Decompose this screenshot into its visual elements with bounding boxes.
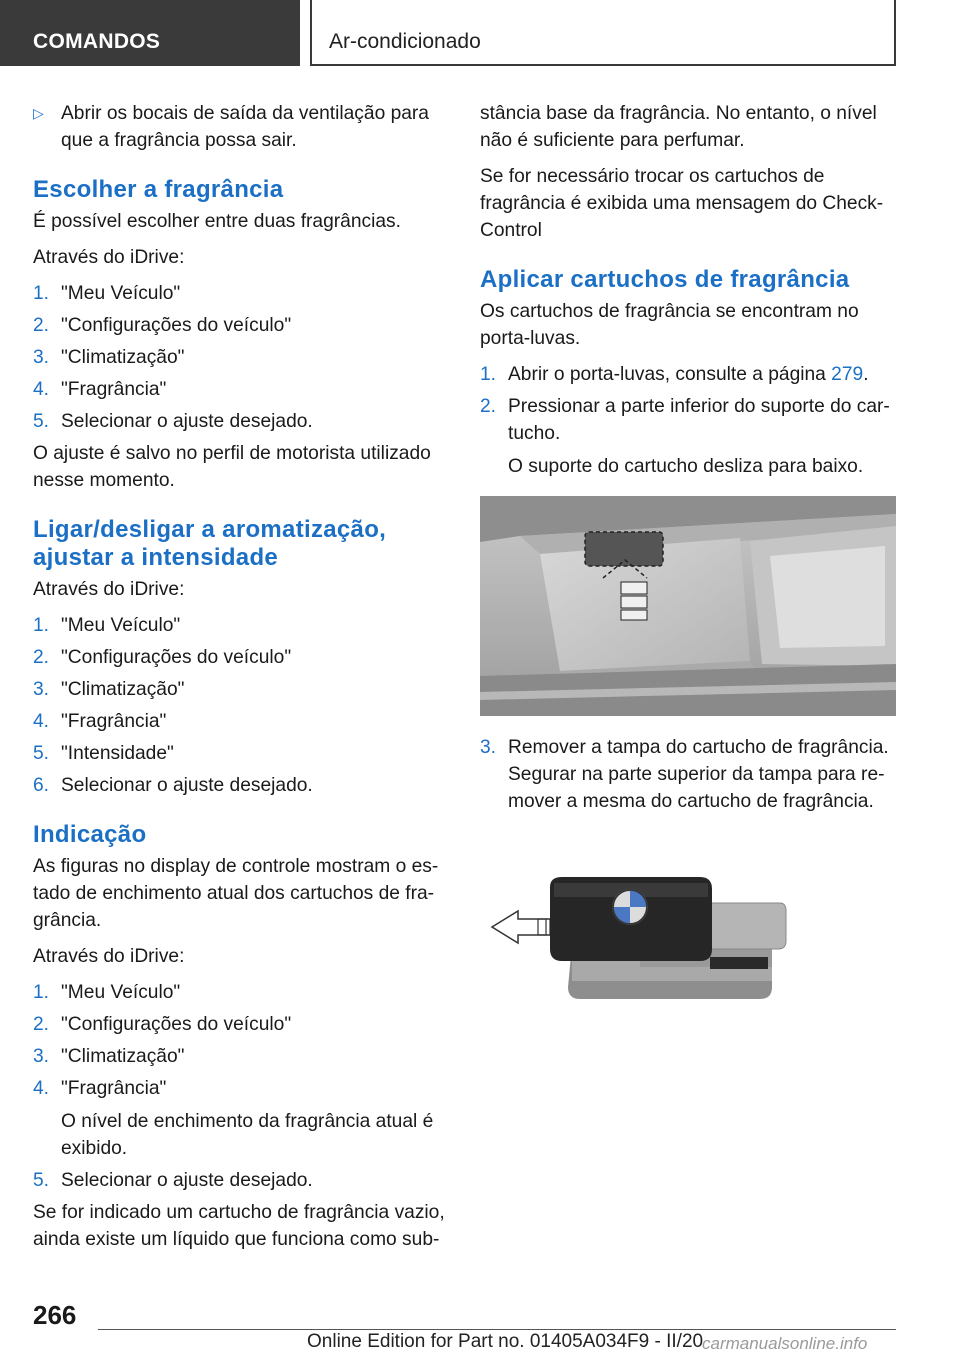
paragraph: Se for necessário trocar os cartuchos de fragrância é exibida uma mensagem do Check-Control xyxy=(480,166,884,241)
paragraph: stância base da fragrância. No entanto, o nível não é suficiente para perfumar. xyxy=(480,103,877,151)
cartridge-image xyxy=(480,849,896,1039)
step-number: 2. xyxy=(33,647,50,668)
step-number: 3. xyxy=(33,1046,50,1067)
paragraph: Através do iDrive: xyxy=(33,579,185,600)
section-title: COMANDOS xyxy=(33,30,161,53)
step-item xyxy=(33,740,445,767)
step-text: Remover a tampa do cartucho de fragrância. Segurar na parte superior da tampa para remover a mesma do cartucho de fragrância. xyxy=(508,737,889,812)
step-item xyxy=(33,376,445,403)
step-number: 3. xyxy=(480,737,497,758)
step-list-intensity xyxy=(33,612,445,799)
watermark-text: carmanualsonline.info xyxy=(702,1334,868,1353)
paragraph: O ajuste é salvo no perfil de motorista utilizado nesse momento. xyxy=(33,443,431,491)
step-item xyxy=(480,734,896,815)
step-number: 1. xyxy=(33,283,50,304)
step-text: Abrir o porta-luvas, consulte a página xyxy=(508,364,832,385)
step-item xyxy=(33,644,445,671)
step-number: 5. xyxy=(33,743,50,764)
step-item xyxy=(33,612,445,639)
glovebox-image xyxy=(480,496,896,716)
step-text-end: . xyxy=(863,364,869,385)
step-text: "Intensidade" xyxy=(61,743,174,764)
page-link[interactable]: 279 xyxy=(831,364,864,385)
step-number: 3. xyxy=(33,347,50,368)
section-tab xyxy=(0,0,300,66)
step-item xyxy=(33,979,445,1006)
step-list-indication xyxy=(33,979,445,1194)
step-item xyxy=(33,408,445,435)
step-number: 2. xyxy=(33,315,50,336)
step-text: "Fragrância" xyxy=(61,379,167,400)
step-number: 5. xyxy=(33,411,50,432)
step-item xyxy=(33,344,445,371)
step-text: "Configurações do veículo" xyxy=(61,315,292,336)
step-item xyxy=(33,708,445,735)
step-text: Selecionar o ajuste desejado. xyxy=(61,775,313,796)
step-text: "Configurações do veículo" xyxy=(61,1014,292,1035)
paragraph: As figuras no display de controle mostram o estado de enchimento atual dos cartuchos de fragrância. xyxy=(33,856,439,931)
intro-bullet xyxy=(33,100,445,154)
step-subtext: O nível de enchimento da fragrância atual é exibido. xyxy=(61,1111,434,1159)
paragraph: É possível escolher entre duas fragrâncias. xyxy=(33,211,401,232)
step-item xyxy=(33,1075,445,1162)
step-number: 4. xyxy=(33,1078,50,1099)
step-number: 1. xyxy=(33,615,50,636)
step-item xyxy=(33,280,445,307)
step-item xyxy=(480,361,896,388)
step-text: "Climatização" xyxy=(61,679,185,700)
step-item xyxy=(33,1011,445,1038)
heading-indication: Indicação xyxy=(33,821,147,848)
step-subtext: O suporte do cartucho desliza para baixo. xyxy=(508,456,864,477)
paragraph: Através do iDrive: xyxy=(33,247,185,268)
step-text: Selecionar o ajuste desejado. xyxy=(61,1170,313,1191)
step-number: 3. xyxy=(33,679,50,700)
paragraph: Os cartuchos de fragrância se encontram no porta-luvas. xyxy=(480,301,859,349)
step-text: "Climatização" xyxy=(61,347,185,368)
step-item xyxy=(33,1043,445,1070)
chapter-tab xyxy=(310,0,896,66)
step-item xyxy=(33,1167,445,1194)
step-number: 2. xyxy=(480,396,497,417)
cartridge-illustration xyxy=(480,849,896,1039)
paragraph: Se for indicado um cartucho de fragrância vazio, ainda existe um líquido que funciona como sub- xyxy=(33,1202,445,1250)
footer-divider xyxy=(98,1329,896,1330)
step-list-choose xyxy=(33,280,445,435)
triangle-bullet-icon: ▷ xyxy=(33,105,44,121)
chapter-title: Ar-condicionado xyxy=(329,30,481,53)
intro-bullet-text: Abrir os bocais de saída da ventilação para que a fragrância possa sair. xyxy=(61,103,429,151)
step-number: 4. xyxy=(33,711,50,732)
step-text: "Fragrância" xyxy=(61,1078,167,1099)
step-number: 1. xyxy=(480,364,497,385)
glovebox-photo xyxy=(480,496,896,716)
step-item xyxy=(480,393,896,480)
paragraph: Através do iDrive: xyxy=(33,946,185,967)
step-text: "Meu Veículo" xyxy=(61,283,181,304)
right-column xyxy=(480,100,896,1039)
step-item xyxy=(33,676,445,703)
step-number: 2. xyxy=(33,1014,50,1035)
step-item xyxy=(33,312,445,339)
heading-apply-cartridges: Aplicar cartuchos de fragrância xyxy=(480,266,850,293)
step-text: Pressionar a parte inferior do suporte do cartucho. xyxy=(508,396,890,444)
step-number: 1. xyxy=(33,982,50,1003)
step-number: 5. xyxy=(33,1170,50,1191)
step-text: "Meu Veículo" xyxy=(61,615,181,636)
step-text: Selecionar o ajuste desejado. xyxy=(61,411,313,432)
footer-edition: Online Edition for Part no. 01405A034F9 - II/20 xyxy=(307,1331,704,1352)
step-number: 4. xyxy=(33,379,50,400)
heading-aromatization: Ligar/desligar a aromatização, ajustar a intensidade xyxy=(33,516,387,571)
page-number: 266 xyxy=(33,1300,77,1330)
step-text: "Meu Veículo" xyxy=(61,982,181,1003)
step-item xyxy=(33,772,445,799)
step-text: "Climatização" xyxy=(61,1046,185,1067)
step-text: "Configurações do veículo" xyxy=(61,647,292,668)
step-text: "Fragrância" xyxy=(61,711,167,732)
step-number: 6. xyxy=(33,775,50,796)
heading-choose-fragrance: Escolher a fragrância xyxy=(33,176,284,203)
left-column xyxy=(33,100,445,1262)
